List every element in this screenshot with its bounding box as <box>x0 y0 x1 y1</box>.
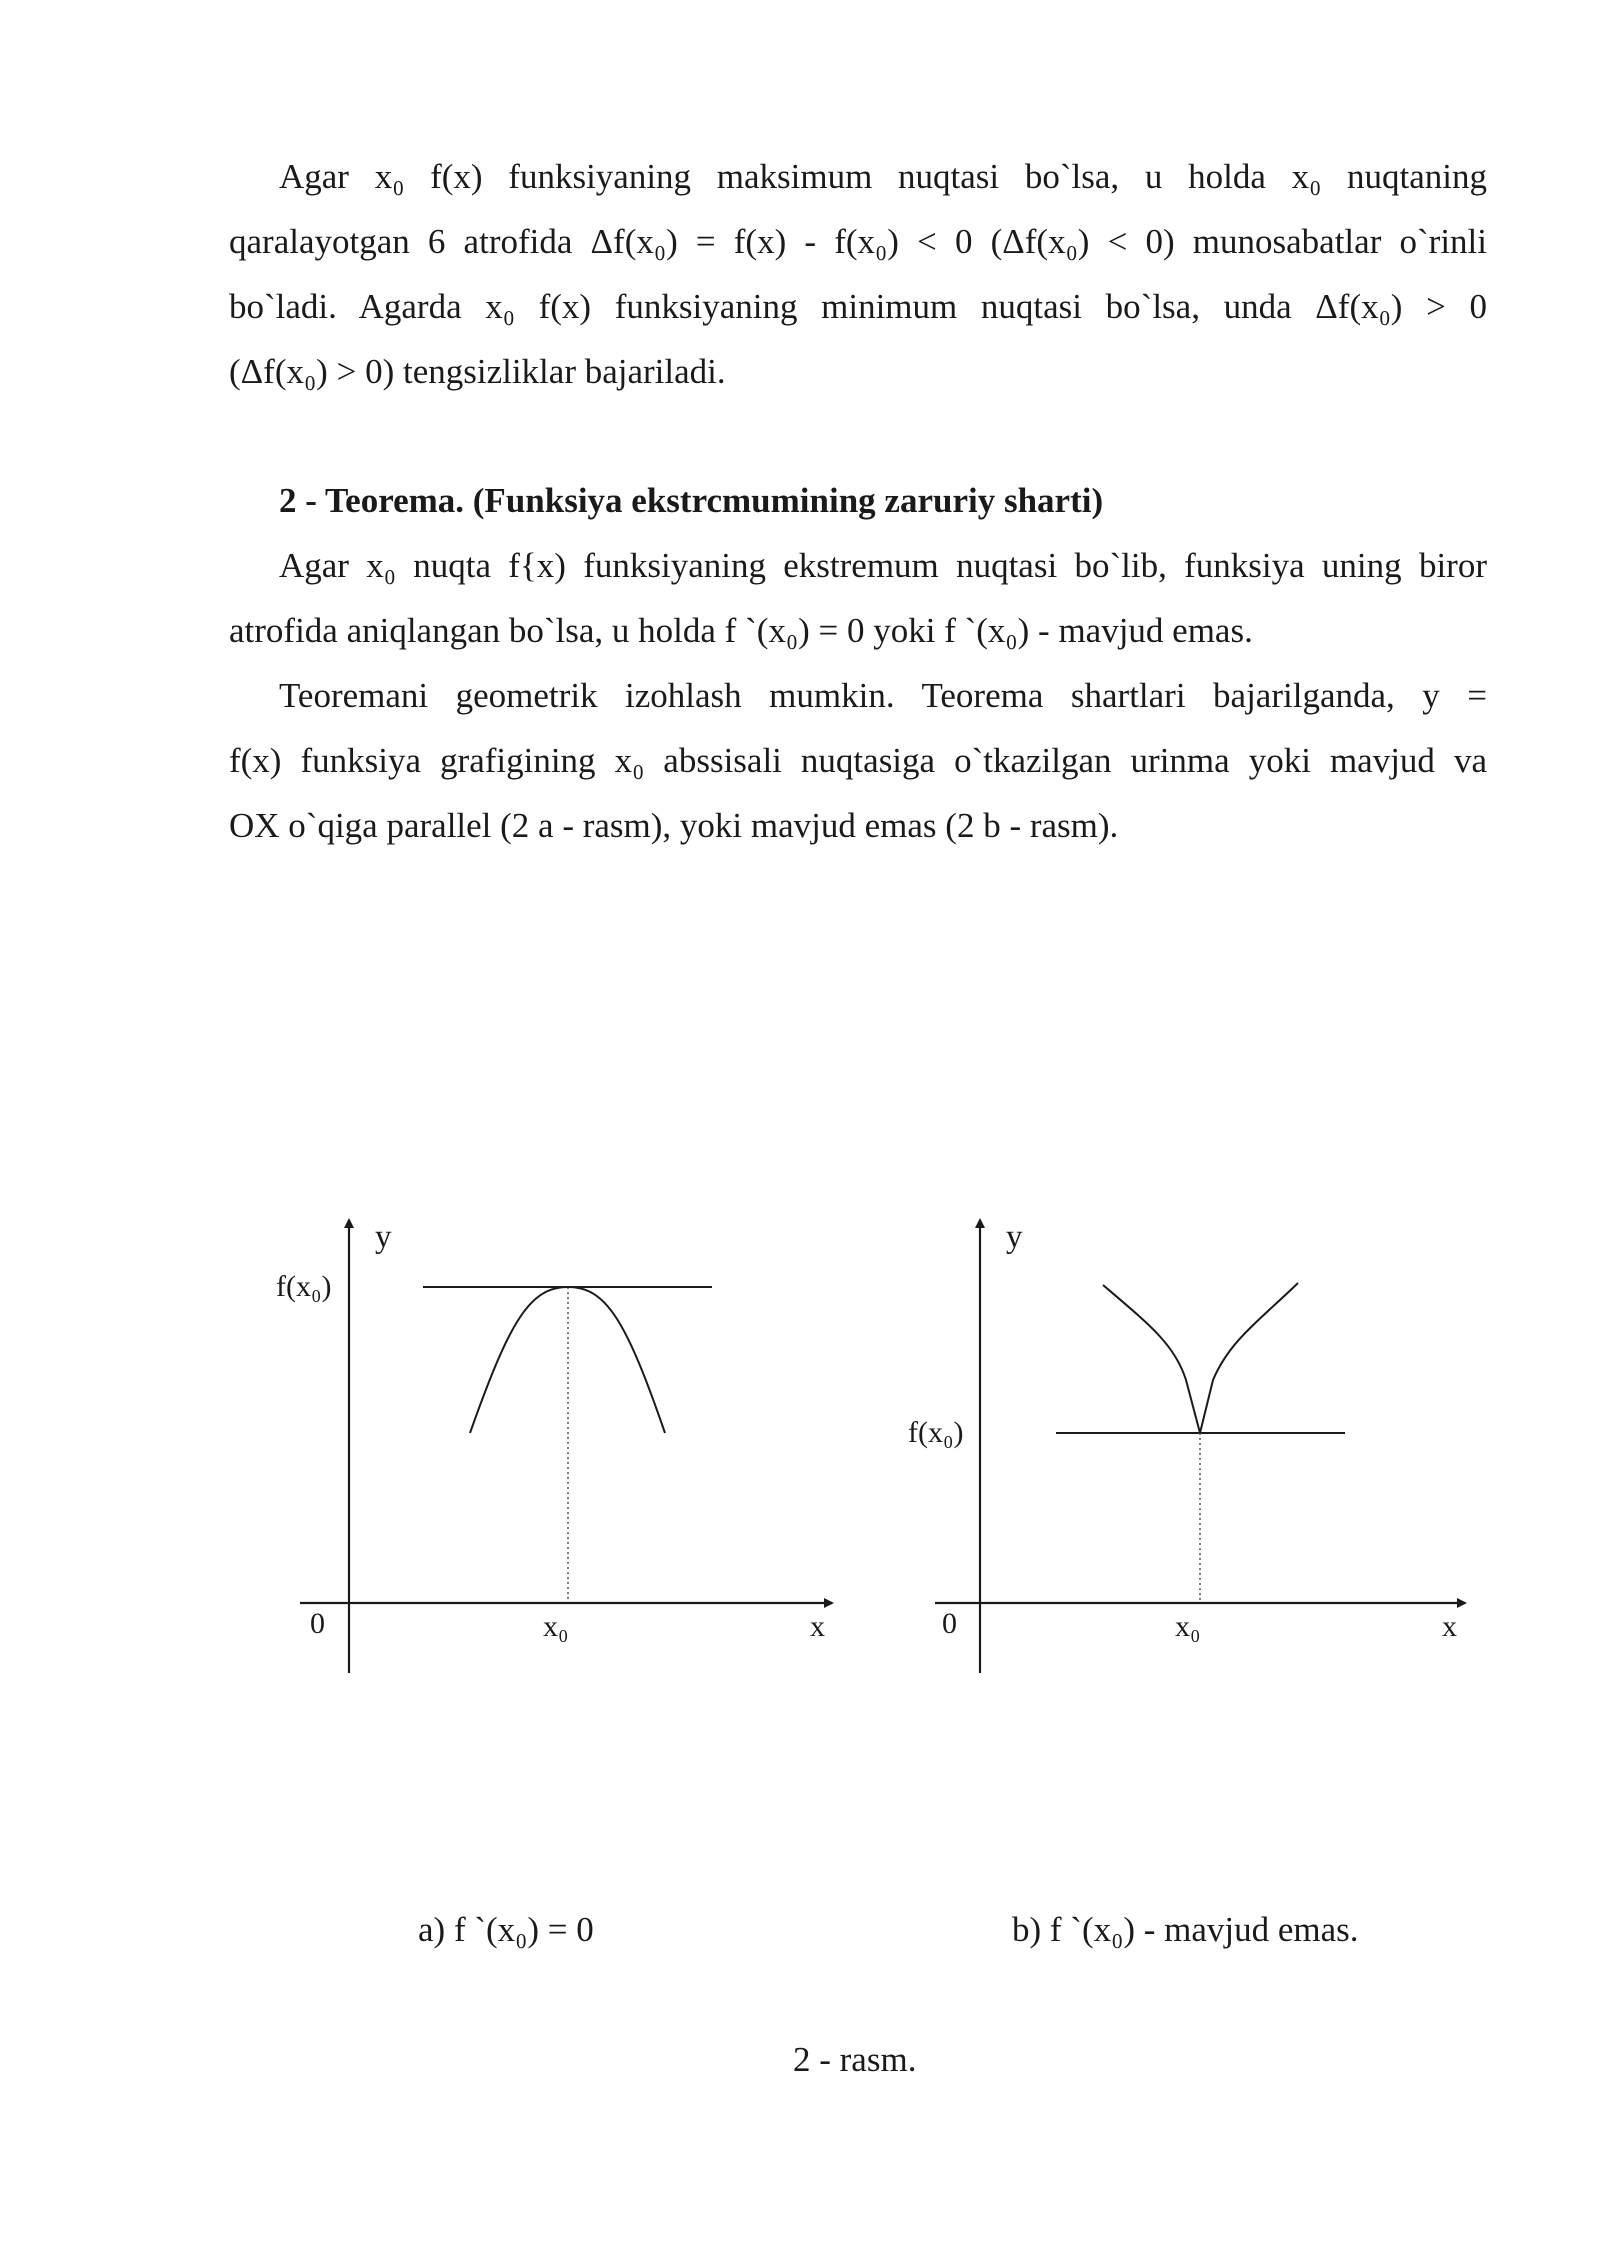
figure-caption: 2 - rasm. <box>793 2040 917 2079</box>
text-line: f(x) funksiya grafigining x₀ abssisali nuqtasiga o`tkazilgan urinma yoki mavjud va <box>229 741 1487 780</box>
text-line: Teoremani geometrik izohlash mumkin. Teorema shartlari bajarilganda, y = <box>279 676 1487 715</box>
cusp-curve-left <box>1103 1285 1200 1433</box>
fx0-label: f(x₀) <box>276 1270 332 1303</box>
text-line: OX o`qiga parallel (2 a - rasm), yoki mavjud emas (2 b - rasm). <box>229 806 1119 845</box>
text-line: (Δf(x₀) > 0) tengsizliklar bajariladi. <box>229 352 726 391</box>
text-line: atrofida aniqlangan bo`lsa, u holda f `(x₀) = 0 yoki f `(x₀) - mavjud emas. <box>229 611 1253 650</box>
y-axis-label: y <box>1006 1219 1023 1255</box>
cusp-curve-right <box>1200 1283 1298 1433</box>
x-axis-label: x <box>1442 1610 1457 1643</box>
y-axis-label: y <box>375 1219 392 1255</box>
text-line: Agar x₀ nuqta f{x) funksiyaning ekstremum nuqtasi bo`lib, funksiya uning biror <box>279 546 1487 585</box>
caption-b: b) f `(x₀) - mavjud emas. <box>1012 1910 1359 1949</box>
x-axis-label: x <box>810 1610 825 1643</box>
x0-label: x₀ <box>543 1610 569 1643</box>
theorem-heading: 2 - Teorema. (Funksiya ekstrcmumining zaruriy sharti) <box>279 481 1104 520</box>
text-line: Agar x₀ f(x) funksiyaning maksimum nuqtasi bo`lsa, u holda x₀ nuqtaning <box>279 157 1487 196</box>
graph-b <box>908 1219 1465 1673</box>
x0-label: x₀ <box>1175 1610 1201 1643</box>
origin-label: 0 <box>310 1607 325 1640</box>
graph-a <box>276 1219 832 1673</box>
origin-label: 0 <box>942 1607 957 1640</box>
caption-a: a) f `(x₀) = 0 <box>418 1910 594 1949</box>
text-line: qaralayotgan 6 atrofida Δf(x₀) = f(x) - f(x₀) < 0 (Δf(x₀) < 0) munosabatlar o`rinli <box>229 222 1487 261</box>
fx0-label: f(x₀) <box>908 1416 964 1449</box>
text-line: bo`ladi. Agarda x₀ f(x) funksiyaning minimum nuqtasi bo`lsa, unda Δf(x₀) > 0 <box>229 287 1487 326</box>
